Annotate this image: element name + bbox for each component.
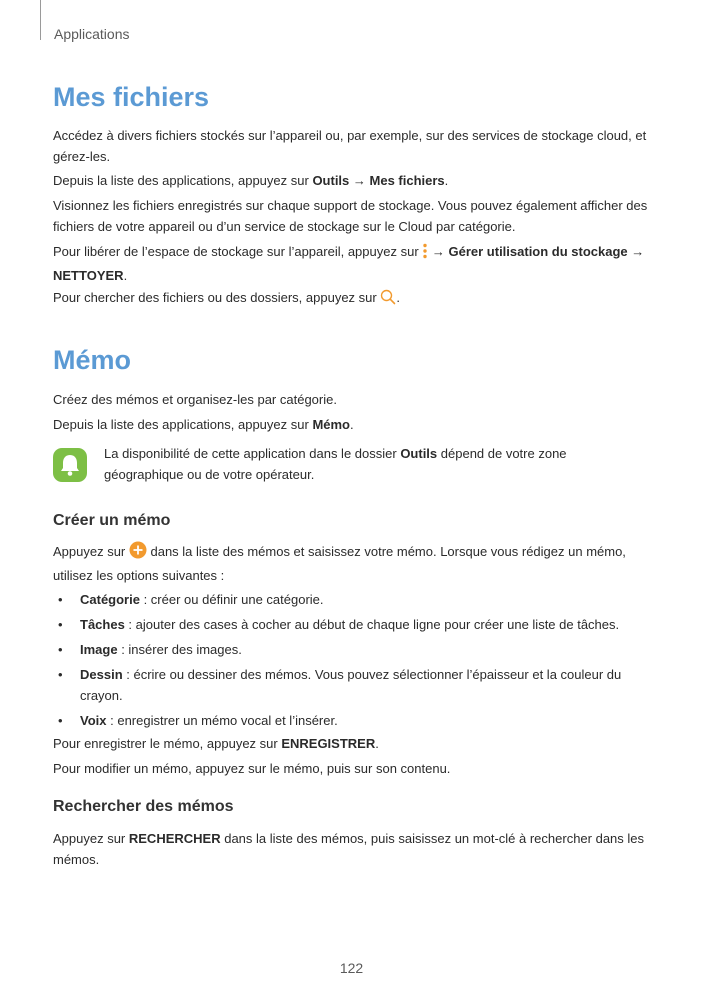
search-icon — [380, 289, 396, 311]
paragraph: Visionnez les fichiers enregistrés sur chaque support de stockage. Vous pouvez également afficher des fichiers de votre appareil ou d’un service de stockage sur le Cloud par catégorie. — [53, 198, 648, 234]
list-item: Voix : enregistrer un mémo vocal et l’insérer. — [80, 713, 338, 728]
paragraph: Depuis la liste des applications, appuyez sur Outils → Mes fichiers. — [53, 173, 449, 188]
paragraph: Appuyez sur dans la liste des mémos et saisissez votre mémo. Lorsque vous rédigez un mémo, utilisez les options suivantes : — [53, 541, 653, 586]
paragraph: Pour libérer de l’espace de stockage sur l’appareil, appuyez sur → Gérer utilisation du stockage → NETTOYER. — [53, 244, 645, 283]
subsection-title-rechercher: Rechercher des mémos — [53, 798, 234, 815]
list-item: Tâches : ajouter des cases à cocher au début de chaque ligne pour créer une liste de tâches. — [80, 617, 620, 632]
bullet: • — [58, 667, 63, 682]
running-header: Applications — [54, 26, 130, 42]
paragraph: Accédez à divers fichiers stockés sur l’appareil ou, par exemple, sur des services de stockage cloud, et gérez-les. — [53, 128, 647, 164]
header-rule — [40, 0, 41, 40]
bullet: • — [58, 642, 63, 657]
paragraph: Pour modifier un mémo, appuyez sur le mémo, puis sur son contenu. — [53, 761, 451, 776]
paragraph: Appuyez sur RECHERCHER dans la liste des mémos, puis saisissez un mot-clé à rechercher dans les mémos. — [53, 831, 645, 867]
list-item: Image : insérer des images. — [80, 642, 242, 657]
bullet: • — [58, 713, 63, 728]
paragraph: Pour enregistrer le mémo, appuyez sur ENREGISTRER. — [53, 736, 379, 751]
paragraph: Depuis la liste des applications, appuyez sur Mémo. — [53, 417, 354, 432]
page-number: 122 — [339, 960, 364, 976]
add-icon — [129, 541, 147, 565]
note-text: La disponibilité de cette application dans le dossier Outils dépend de votre zone géographique ou de votre opérateur. — [104, 446, 567, 482]
list-item: Catégorie : créer ou définir une catégorie. — [80, 592, 324, 607]
bullet: • — [58, 617, 63, 632]
paragraph: Pour chercher des fichiers ou des dossiers, appuyez sur . — [53, 287, 653, 311]
bell-icon — [53, 448, 87, 482]
subsection-title-creer: Créer un mémo — [53, 512, 171, 529]
section-title-memo: Mémo — [53, 345, 132, 375]
list-item: Dessin : écrire ou dessiner des mémos. Vous pouvez sélectionner l’épaisseur et la couleur du crayon. — [80, 667, 622, 703]
paragraph: Créez des mémos et organisez-les par catégorie. — [53, 392, 337, 407]
bullet: • — [58, 592, 63, 607]
section-title-mes-fichiers: Mes fichiers — [53, 82, 210, 112]
